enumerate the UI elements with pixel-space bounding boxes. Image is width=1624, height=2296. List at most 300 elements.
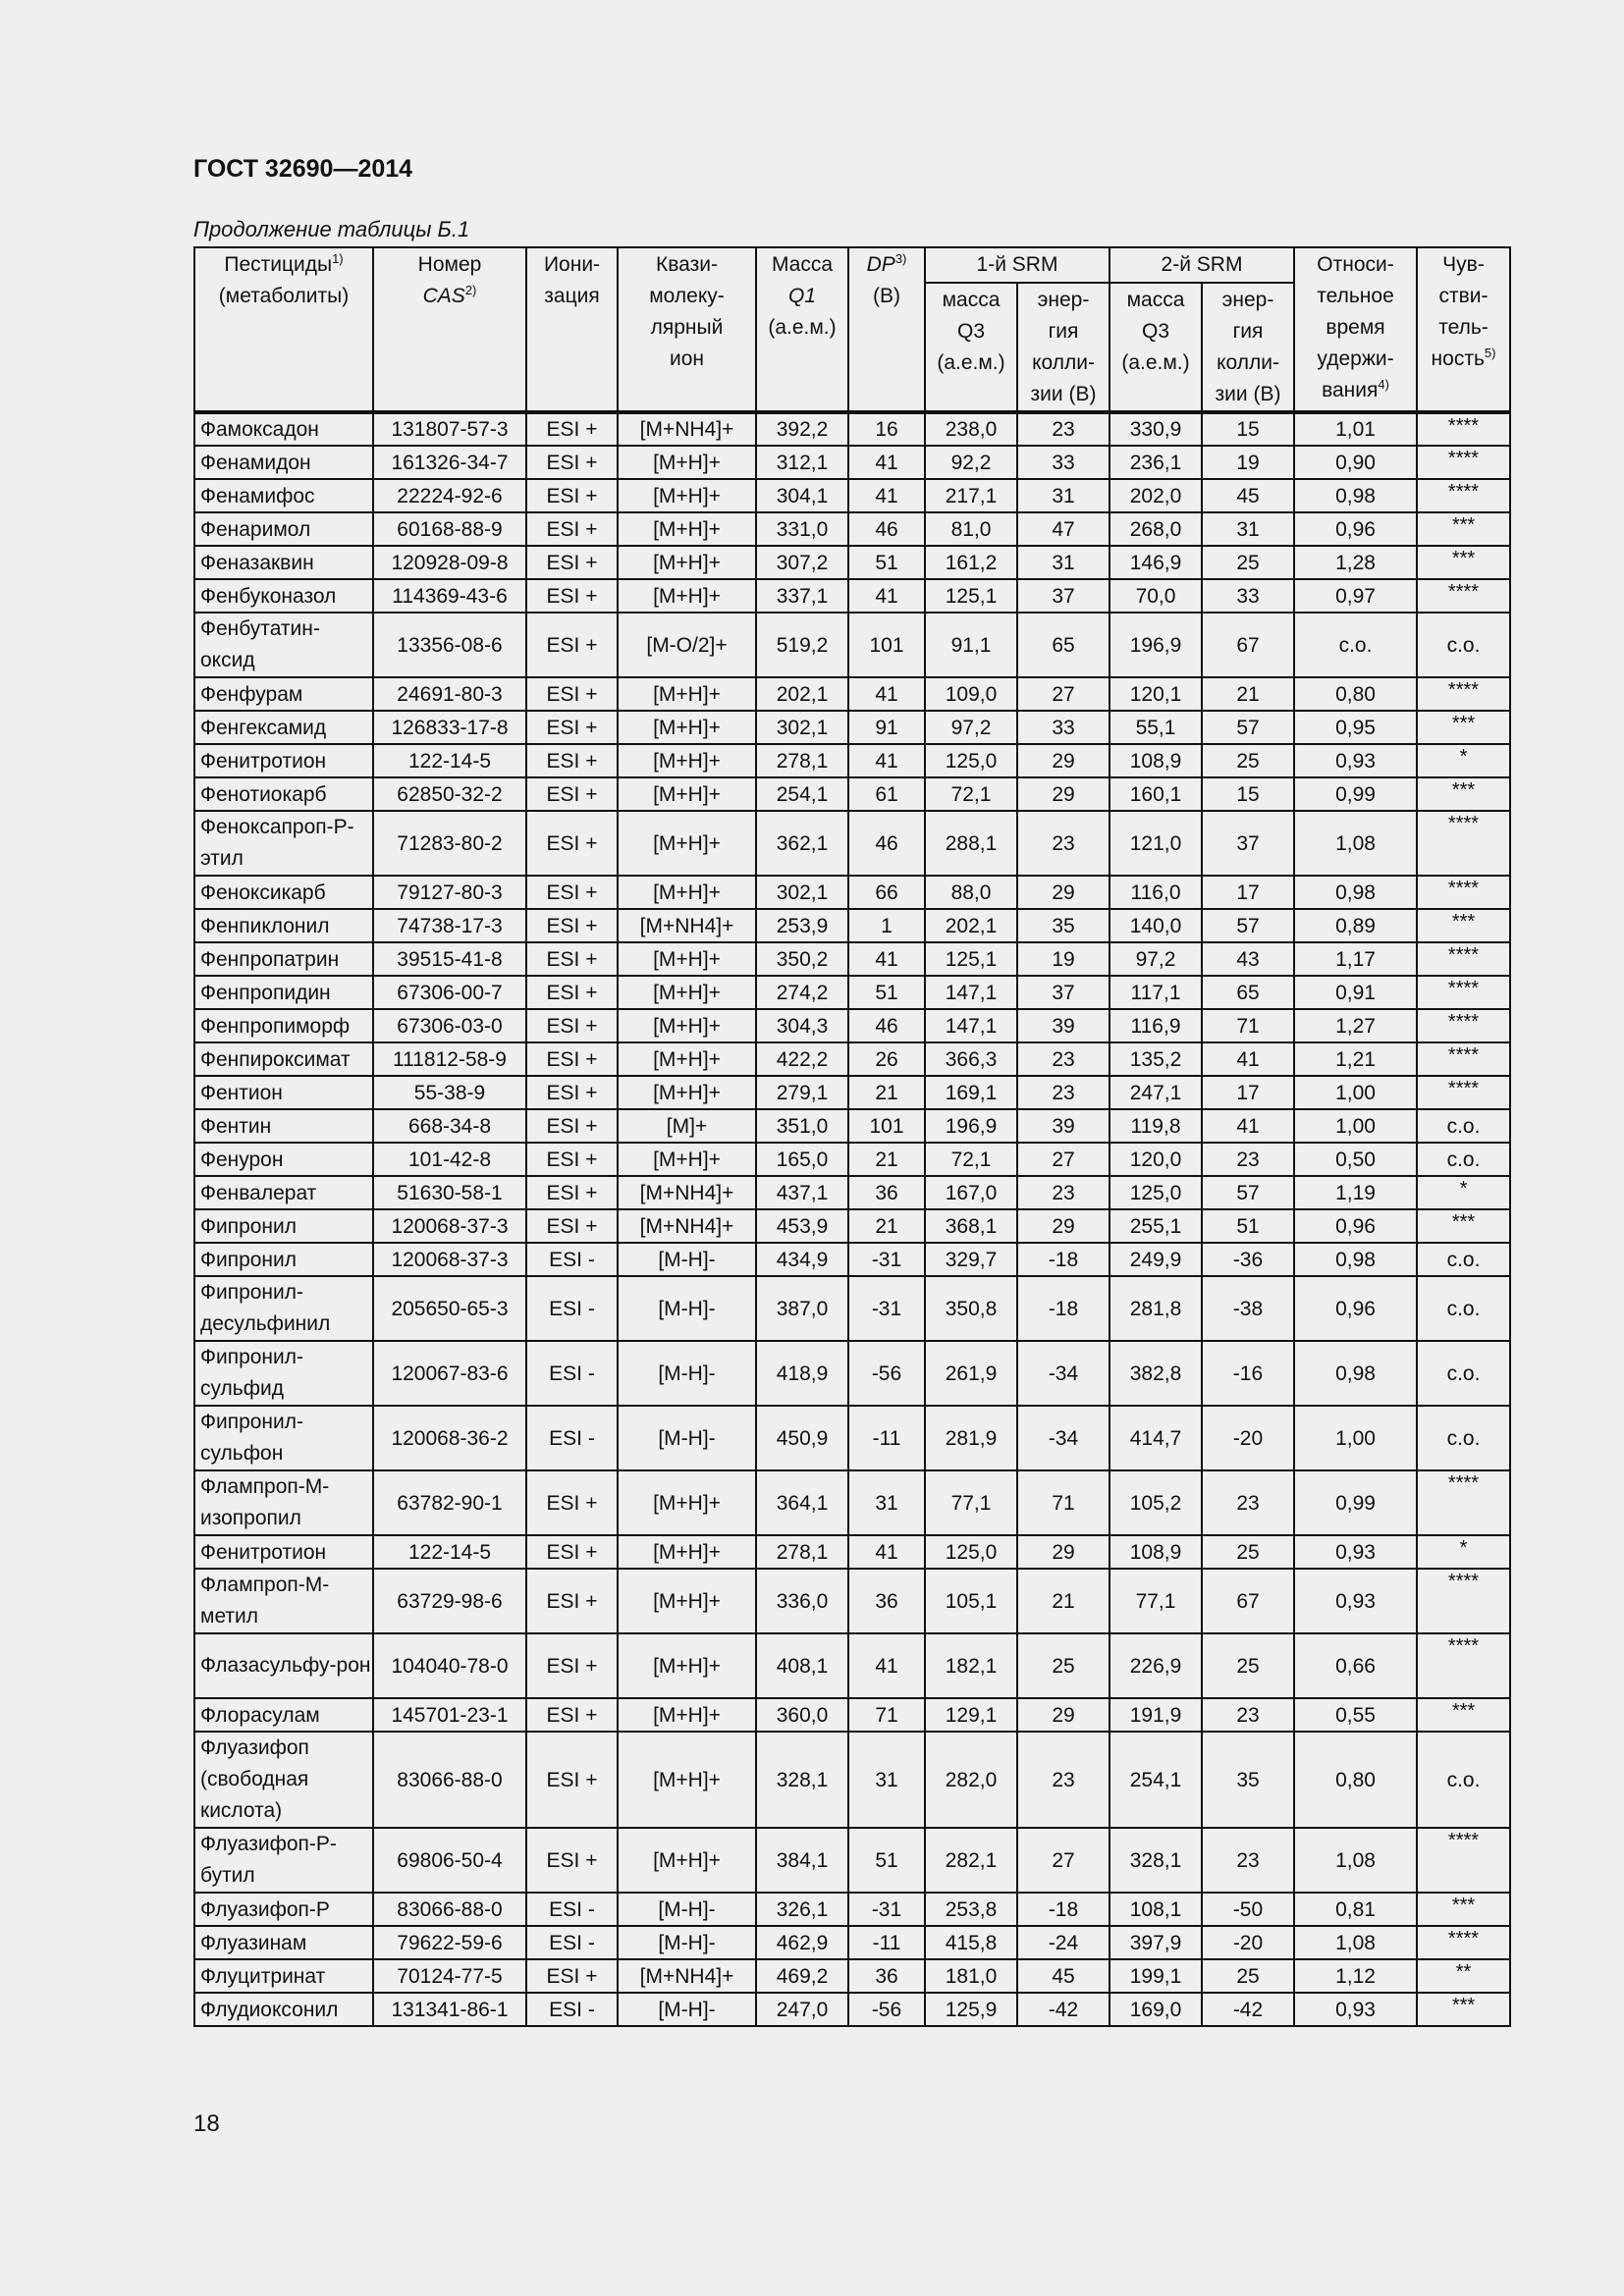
- table-cell: ****: [1417, 479, 1510, 512]
- table-cell: 17: [1202, 876, 1294, 909]
- table-cell: 41: [848, 1633, 925, 1698]
- table-cell: 278,1: [756, 1535, 848, 1569]
- table-cell: 0,95: [1294, 711, 1417, 744]
- table-cell: ESI +: [526, 1535, 618, 1569]
- table-cell: 35: [1202, 1732, 1294, 1828]
- table-cell: 23: [1017, 1732, 1110, 1828]
- table-cell: 15: [1202, 777, 1294, 811]
- table-cell: -56: [848, 1341, 925, 1406]
- table-cell: 196,9: [1110, 613, 1202, 677]
- table-cell: 55-38-9: [373, 1076, 526, 1109]
- table-cell: 145701-23-1: [373, 1698, 526, 1732]
- table-cell: ESI +: [526, 1009, 618, 1042]
- table-cell: 120068-36-2: [373, 1406, 526, 1470]
- table-cell: 120068-37-3: [373, 1243, 526, 1276]
- table-cell: 23: [1202, 1143, 1294, 1176]
- table-cell: 92,2: [925, 446, 1017, 479]
- table-row: [194, 1993, 1510, 2026]
- table-cell: 125,0: [925, 744, 1017, 777]
- table-cell: 202,1: [925, 909, 1017, 942]
- table-cell: 202,0: [1110, 479, 1202, 512]
- header-retention-time: Относи- тельное время удержи- вания$^{4)}$: [1294, 247, 1417, 412]
- table-cell: 83066-88-0: [373, 1732, 526, 1828]
- table-cell: [M-H]-: [618, 1406, 756, 1470]
- table-cell: 226,9: [1110, 1633, 1202, 1698]
- table-cell: 108,9: [1110, 1535, 1202, 1569]
- table-cell: 101: [848, 1109, 925, 1143]
- table-cell: ***: [1417, 512, 1510, 546]
- table-cell: 408,1: [756, 1633, 848, 1698]
- table-cell: 33: [1017, 711, 1110, 744]
- table-cell: 181,0: [925, 1959, 1017, 1993]
- table-cell: 247,0: [756, 1993, 848, 2026]
- table-cell: 304,3: [756, 1009, 848, 1042]
- table-row: [194, 1276, 1510, 1341]
- table-cell: 331,0: [756, 512, 848, 546]
- table-cell: 261,9: [925, 1341, 1017, 1406]
- header-srm-2: 2-й SRM: [1110, 247, 1294, 283]
- table-cell: 31: [848, 1732, 925, 1828]
- table-cell: 41: [848, 1535, 925, 1569]
- table-cell: 0,96: [1294, 1276, 1417, 1341]
- table-cell: 350,8: [925, 1276, 1017, 1341]
- table-cell: 453,9: [756, 1209, 848, 1243]
- table-cell: 0,89: [1294, 909, 1417, 942]
- table-cell: 23: [1202, 1470, 1294, 1535]
- table-cell: 65: [1017, 613, 1110, 677]
- table-cell: 1,00: [1294, 1109, 1417, 1143]
- pesticide-name-cell: Фенурон: [194, 1143, 373, 1176]
- table-cell: 25: [1202, 744, 1294, 777]
- table-cell: 66: [848, 876, 925, 909]
- table-cell: -31: [848, 1276, 925, 1341]
- table-cell: 253,8: [925, 1893, 1017, 1926]
- table-cell: 382,8: [1110, 1341, 1202, 1406]
- pesticide-name-cell: Фипронил: [194, 1243, 373, 1276]
- table-cell: ***: [1417, 711, 1510, 744]
- table-cell: ESI -: [526, 1993, 618, 2026]
- table-cell: 81,0: [925, 512, 1017, 546]
- table-cell: 1,08: [1294, 811, 1417, 876]
- table-cell: 41: [848, 479, 925, 512]
- table-row: [194, 613, 1510, 677]
- table-cell: 120,1: [1110, 677, 1202, 711]
- pesticide-name-cell: Фипронил-сульфид: [194, 1341, 373, 1406]
- table-cell: 47: [1017, 512, 1110, 546]
- page-number: 18: [193, 2110, 220, 2137]
- pesticide-name-cell: Фипронил-десульфинил: [194, 1276, 373, 1341]
- table-cell: ESI +: [526, 1109, 618, 1143]
- table-cell: 330,9: [1110, 412, 1202, 446]
- table-cell: 199,1: [1110, 1959, 1202, 1993]
- table-cell: [M+H]+: [618, 1143, 756, 1176]
- table-cell: 33: [1202, 579, 1294, 613]
- table-row: [194, 777, 1510, 811]
- pesticide-name-cell: Фенитротион: [194, 744, 373, 777]
- table-cell: 31: [1202, 512, 1294, 546]
- table-cell: -18: [1017, 1893, 1110, 1926]
- table-cell: 57: [1202, 1176, 1294, 1209]
- table-cell: 392,2: [756, 412, 848, 446]
- table-cell: 0,50: [1294, 1143, 1417, 1176]
- table-cell: -34: [1017, 1341, 1110, 1406]
- table-cell: 23: [1017, 412, 1110, 446]
- table-cell: 91: [848, 711, 925, 744]
- table-cell: [M+NH4]+: [618, 1209, 756, 1243]
- table-cell: [M+H]+: [618, 1633, 756, 1698]
- table-cell: *: [1417, 1535, 1510, 1569]
- table-cell: [M+H]+: [618, 1470, 756, 1535]
- header-mass-q1: Масса Q1 (а.е.м.): [756, 247, 848, 412]
- pesticide-name-cell: Флампроп-М-изопропил: [194, 1470, 373, 1535]
- table-row: [194, 546, 1510, 579]
- header-srm2-energy: энер- гия колли- зии (B): [1202, 283, 1294, 412]
- table-cell: 69806-50-4: [373, 1828, 526, 1893]
- table-cell: 108,9: [1110, 744, 1202, 777]
- table-cell: 67306-00-7: [373, 976, 526, 1009]
- table-cell: 24691-80-3: [373, 677, 526, 711]
- table-cell: 17: [1202, 1076, 1294, 1109]
- table-cell: -24: [1017, 1926, 1110, 1959]
- table-cell: 0,91: [1294, 976, 1417, 1009]
- table-cell: ESI +: [526, 412, 618, 446]
- table-cell: 0,90: [1294, 446, 1417, 479]
- table-cell: 23: [1017, 1076, 1110, 1109]
- table-cell: [M+H]+: [618, 1828, 756, 1893]
- table-cell: 437,1: [756, 1176, 848, 1209]
- table-cell: ****: [1417, 579, 1510, 613]
- table-cell: с.о.: [1417, 1732, 1510, 1828]
- header-cas: Номер CAS$^{2)}$: [373, 247, 526, 412]
- table-cell: 109,0: [925, 677, 1017, 711]
- table-cell: 77,1: [925, 1470, 1017, 1535]
- table-cell: ESI +: [526, 546, 618, 579]
- pesticide-name-cell: Фенгексамид: [194, 711, 373, 744]
- table-cell: 415,8: [925, 1926, 1017, 1959]
- table-cell: 29: [1017, 777, 1110, 811]
- table-cell: 120928-09-8: [373, 546, 526, 579]
- table-row: [194, 876, 1510, 909]
- table-cell: 161,2: [925, 546, 1017, 579]
- pesticide-name-cell: Фамоксадон: [194, 412, 373, 446]
- table-cell: 25: [1202, 1959, 1294, 1993]
- table-cell: 16: [848, 412, 925, 446]
- table-cell: 307,2: [756, 546, 848, 579]
- table-cell: ****: [1417, 1926, 1510, 1959]
- table-cell: ****: [1417, 1009, 1510, 1042]
- table-cell: 27: [1017, 1828, 1110, 1893]
- table-cell: 131807-57-3: [373, 412, 526, 446]
- table-cell: с.о.: [1417, 1243, 1510, 1276]
- table-row: [194, 1470, 1510, 1535]
- table-cell: 26: [848, 1042, 925, 1076]
- table-cell: 167,0: [925, 1176, 1017, 1209]
- table-cell: 19: [1202, 446, 1294, 479]
- table-cell: 23: [1202, 1698, 1294, 1732]
- table-cell: -38: [1202, 1276, 1294, 1341]
- table-cell: ***: [1417, 1209, 1510, 1243]
- table-cell: 51: [848, 1828, 925, 1893]
- table-cell: ESI +: [526, 942, 618, 976]
- table-cell: 46: [848, 512, 925, 546]
- table-cell: 364,1: [756, 1470, 848, 1535]
- table-cell: [M-H]-: [618, 1341, 756, 1406]
- table-cell: 60168-88-9: [373, 512, 526, 546]
- table-cell: ****: [1417, 1042, 1510, 1076]
- table-cell: 37: [1017, 976, 1110, 1009]
- table-cell: 36: [848, 1569, 925, 1633]
- table-cell: 41: [848, 677, 925, 711]
- table-cell: 27: [1017, 677, 1110, 711]
- table-cell: 62850-32-2: [373, 777, 526, 811]
- table-cell: [M]+: [618, 1109, 756, 1143]
- table-cell: 0,93: [1294, 744, 1417, 777]
- table-cell: 191,9: [1110, 1698, 1202, 1732]
- table-cell: 350,2: [756, 942, 848, 976]
- table-cell: [M+H]+: [618, 677, 756, 711]
- table-cell: 31: [1017, 546, 1110, 579]
- table-cell: 1,12: [1294, 1959, 1417, 1993]
- table-cell: [M-H]-: [618, 1243, 756, 1276]
- table-cell: 121,0: [1110, 811, 1202, 876]
- table-cell: ****: [1417, 446, 1510, 479]
- table-cell: 236,1: [1110, 446, 1202, 479]
- table-cell: 23: [1017, 811, 1110, 876]
- table-cell: ESI +: [526, 446, 618, 479]
- table-cell: 36: [848, 1176, 925, 1209]
- pesticide-name-cell: Флуазифоп-Р: [194, 1893, 373, 1926]
- table-cell: 23: [1017, 1176, 1110, 1209]
- table-cell: ****: [1417, 412, 1510, 446]
- table-cell: 0,98: [1294, 479, 1417, 512]
- table-cell: 1,08: [1294, 1926, 1417, 1959]
- table-cell: 111812-58-9: [373, 1042, 526, 1076]
- table-cell: 21: [848, 1076, 925, 1109]
- table-cell: 120067-83-6: [373, 1341, 526, 1406]
- table-cell: 326,1: [756, 1893, 848, 1926]
- table-cell: [M+H]+: [618, 1535, 756, 1569]
- table-cell: 0,81: [1294, 1893, 1417, 1926]
- table-cell: -20: [1202, 1926, 1294, 1959]
- table-row: [194, 479, 1510, 512]
- table-cell: ESI +: [526, 613, 618, 677]
- table-cell: 202,1: [756, 677, 848, 711]
- table-cell: 41: [848, 579, 925, 613]
- table-cell: 668-34-8: [373, 1109, 526, 1143]
- table-cell: 22224-92-6: [373, 479, 526, 512]
- document-title: ГОСТ 32690—2014: [193, 155, 413, 183]
- table-cell: ESI +: [526, 1209, 618, 1243]
- table-cell: 116,0: [1110, 876, 1202, 909]
- table-cell: 1,00: [1294, 1076, 1417, 1109]
- table-cell: 519,2: [756, 613, 848, 677]
- table-cell: с.о.: [1417, 613, 1510, 677]
- table-cell: 37: [1017, 579, 1110, 613]
- table-cell: ***: [1417, 1698, 1510, 1732]
- table-cell: 36: [848, 1959, 925, 1993]
- table-row: [194, 1341, 1510, 1406]
- header-srm2-mass: масса Q3 (а.е.м.): [1110, 283, 1202, 412]
- table-cell: 312,1: [756, 446, 848, 479]
- table-cell: 255,1: [1110, 1209, 1202, 1243]
- table-cell: [M+H]+: [618, 1042, 756, 1076]
- table-cell: 39515-41-8: [373, 942, 526, 976]
- table-cell: 70124-77-5: [373, 1959, 526, 1993]
- table-cell: -16: [1202, 1341, 1294, 1406]
- table-cell: 337,1: [756, 579, 848, 613]
- table-cell: 1,17: [1294, 942, 1417, 976]
- table-cell: ESI -: [526, 1341, 618, 1406]
- table-cell: 39: [1017, 1109, 1110, 1143]
- table-cell: 31: [1017, 479, 1110, 512]
- pesticide-name-cell: Фенпропидин: [194, 976, 373, 1009]
- table-cell: 46: [848, 811, 925, 876]
- table-cell: 35: [1017, 909, 1110, 942]
- pesticide-name-cell: Флазасульфу-рон: [194, 1633, 373, 1698]
- table-cell: 39: [1017, 1009, 1110, 1042]
- table-cell: 418,9: [756, 1341, 848, 1406]
- table-row: [194, 1535, 1510, 1569]
- table-cell: 67: [1202, 613, 1294, 677]
- table-row: [194, 1406, 1510, 1470]
- table-cell: 366,3: [925, 1042, 1017, 1076]
- pesticide-name-cell: Фенитротион: [194, 1535, 373, 1569]
- pesticide-name-cell: Фенамифос: [194, 479, 373, 512]
- table-cell: 31: [848, 1470, 925, 1535]
- table-cell: 46: [848, 1009, 925, 1042]
- table-cell: 51: [1202, 1209, 1294, 1243]
- table-cell: 1,01: [1294, 412, 1417, 446]
- table-row: [194, 1042, 1510, 1076]
- table-cell: 25: [1202, 546, 1294, 579]
- table-cell: 13356-08-6: [373, 613, 526, 677]
- table-cell: 45: [1202, 479, 1294, 512]
- table-cell: -11: [848, 1406, 925, 1470]
- table-cell: ESI +: [526, 1076, 618, 1109]
- table-cell: 33: [1017, 446, 1110, 479]
- table-cell: 51630-58-1: [373, 1176, 526, 1209]
- table-cell: 21: [1202, 677, 1294, 711]
- table-cell: 125,0: [1110, 1176, 1202, 1209]
- table-cell: 238,0: [925, 412, 1017, 446]
- table-cell: 0,93: [1294, 1535, 1417, 1569]
- table-cell: 88,0: [925, 876, 1017, 909]
- table-cell: 25: [1202, 1633, 1294, 1698]
- table-cell: 79622-59-6: [373, 1926, 526, 1959]
- table-cell: ESI -: [526, 1406, 618, 1470]
- table-row: [194, 1143, 1510, 1176]
- table-cell: 422,2: [756, 1042, 848, 1076]
- table-cell: -11: [848, 1926, 925, 1959]
- table-cell: [M+H]+: [618, 811, 756, 876]
- table-cell: [M-H]-: [618, 1993, 756, 2026]
- table-cell: 462,9: [756, 1926, 848, 1959]
- pesticide-name-cell: Флудиоксонил: [194, 1993, 373, 2026]
- table-row: [194, 1109, 1510, 1143]
- table-cell: ESI +: [526, 777, 618, 811]
- table-cell: 61: [848, 777, 925, 811]
- table-cell: 147,1: [925, 1009, 1017, 1042]
- table-cell: 469,2: [756, 1959, 848, 1993]
- table-cell: [M+H]+: [618, 479, 756, 512]
- table-cell: ****: [1417, 1076, 1510, 1109]
- pesticide-name-cell: Флуазифоп (свободная кислота): [194, 1732, 373, 1828]
- table-cell: 120,0: [1110, 1143, 1202, 1176]
- pesticide-name-cell: Фенбуконазол: [194, 579, 373, 613]
- header-srm-1: 1-й SRM: [925, 247, 1110, 283]
- table-cell: [M+H]+: [618, 744, 756, 777]
- table-cell: 29: [1017, 1209, 1110, 1243]
- table-cell: 387,0: [756, 1276, 848, 1341]
- table-cell: ***: [1417, 1993, 1510, 2026]
- table-cell: 25: [1202, 1535, 1294, 1569]
- table-cell: 0,55: [1294, 1698, 1417, 1732]
- table-cell: 57: [1202, 909, 1294, 942]
- table-cell: 249,9: [1110, 1243, 1202, 1276]
- table-cell: 304,1: [756, 479, 848, 512]
- table-cell: -42: [1017, 1993, 1110, 2026]
- table-cell: 116,9: [1110, 1009, 1202, 1042]
- table-cell: ESI +: [526, 909, 618, 942]
- table-cell: 147,1: [925, 976, 1017, 1009]
- table-cell: 37: [1202, 811, 1294, 876]
- table-cell: 0,98: [1294, 1341, 1417, 1406]
- table-cell: 169,0: [1110, 1993, 1202, 2026]
- table-cell: ****: [1417, 876, 1510, 909]
- table-cell: с.о.: [1417, 1406, 1510, 1470]
- table-row: [194, 412, 1510, 446]
- pesticide-name-cell: Фенпиклонил: [194, 909, 373, 942]
- table-cell: ESI +: [526, 811, 618, 876]
- pesticide-name-cell: Фипронил-сульфон: [194, 1406, 373, 1470]
- table-cell: *: [1417, 1176, 1510, 1209]
- table-cell: 0,93: [1294, 1569, 1417, 1633]
- table-cell: ESI +: [526, 1569, 618, 1633]
- table-row: [194, 1828, 1510, 1893]
- table-cell: 41: [848, 446, 925, 479]
- table-cell: [M+H]+: [618, 1698, 756, 1732]
- table-cell: ESI +: [526, 1633, 618, 1698]
- table-cell: 67: [1202, 1569, 1294, 1633]
- table-cell: ESI +: [526, 1143, 618, 1176]
- table-cell: 0,98: [1294, 876, 1417, 909]
- table-cell: 105,1: [925, 1569, 1017, 1633]
- table-cell: 77,1: [1110, 1569, 1202, 1633]
- header-srm1-energy: энер- гия колли- зии (B): [1017, 283, 1110, 412]
- table-cell: 336,0: [756, 1569, 848, 1633]
- table-cell: 21: [1017, 1569, 1110, 1633]
- table-cell: 328,1: [756, 1732, 848, 1828]
- table-cell: [M-H]-: [618, 1276, 756, 1341]
- pesticide-name-cell: Фентин: [194, 1109, 373, 1143]
- table-cell: -56: [848, 1993, 925, 2026]
- table-cell: ESI +: [526, 1176, 618, 1209]
- table-cell: ESI -: [526, 1276, 618, 1341]
- pesticide-name-cell: Флуазифоп-Р-бутил: [194, 1828, 373, 1893]
- table-row: [194, 909, 1510, 942]
- header-sensitivity: Чув- стви- тель- ность$^{5)}$: [1417, 247, 1510, 412]
- table-cell: [M+H]+: [618, 446, 756, 479]
- table-cell: ****: [1417, 1569, 1510, 1633]
- table-cell: [M-O/2]+: [618, 613, 756, 677]
- table-cell: **: [1417, 1959, 1510, 1993]
- table-cell: [M-H]-: [618, 1926, 756, 1959]
- table-cell: ****: [1417, 677, 1510, 711]
- table-row: [194, 1893, 1510, 1926]
- table-cell: -36: [1202, 1243, 1294, 1276]
- table-cell: 72,1: [925, 1143, 1017, 1176]
- table-cell: 125,9: [925, 1993, 1017, 2026]
